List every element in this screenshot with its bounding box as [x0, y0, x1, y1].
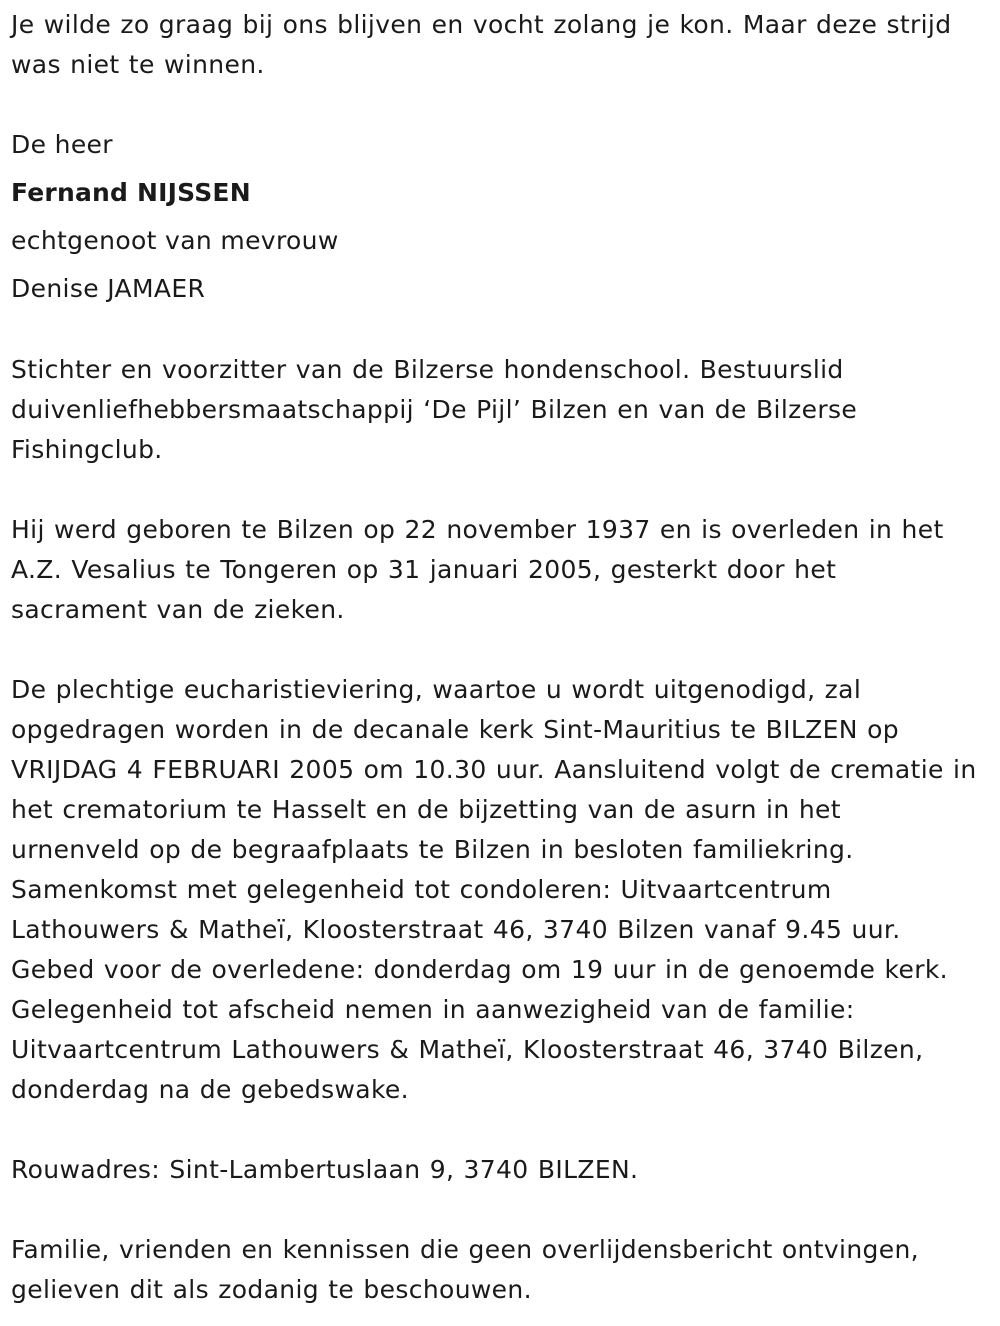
deceased-name: Fernand NIJSSEN: [11, 178, 251, 207]
biography-paragraph: Stichter en voorzitter van de Bilzerse hondenschool. Bestuurslid duivenliefhebbersmaatschappij ‘De Pijl’ Bilzen en van de Bilzerse Fishingclub.: [11, 355, 858, 464]
closing-notice: Familie, vrienden en kennissen die geen overlijdensbericht ontvingen, gelieven dit als zodanig te beschouwen.: [11, 1235, 919, 1304]
funeral-details-paragraph: De plechtige eucharistieviering, waartoe u wordt uitgenodigd, zal opgedragen worden in de decanale kerk Sint-Mauritius te BILZEN op VRIJDAG 4 FEBRUARI 2005 om 10.30 uur. Aansluitend volgt de crematie in het crematorium te Hasselt en de bijzetting van de asurn in het urnenveld op de begraafplaats te Bilzen in besloten familiekring. Samenkomst met gelegenheid tot condoleren: Uitvaartcentrum Lathouwers & Matheï, Kloosterstraat 46, 3740 Bilzen vanaf 9.45 uur. Gebed voor de overledene: donderdag om 19 uur in de genoemde kerk. Gelegenheid tot afscheid nemen in aanwezigheid van de familie: Uitvaartcentrum Lathouwers & Matheï, Kloosterstraat 46, 3740 Bilzen, donderdag na de gebedswake.: [11, 675, 977, 1104]
birth-death-paragraph: Hij werd geboren te Bilzen op 22 november 1937 en is overleden in het A.Z. Vesalius te Tongeren op 31 januari 2005, gesterkt door het sacrament van de zieken.: [11, 515, 944, 624]
intro-paragraph: Je wilde zo graag bij ons blijven en vocht zolang je kon. Maar deze strijd was niet te winnen.: [11, 10, 952, 79]
mourning-address: Rouwadres: Sint-Lambertuslaan 9, 3740 BILZEN.: [11, 1155, 639, 1184]
spouse-label: echtgenoot van mevrouw: [11, 226, 339, 255]
spouse-name: Denise JAMAER: [11, 274, 206, 303]
honorific: De heer: [11, 130, 113, 159]
